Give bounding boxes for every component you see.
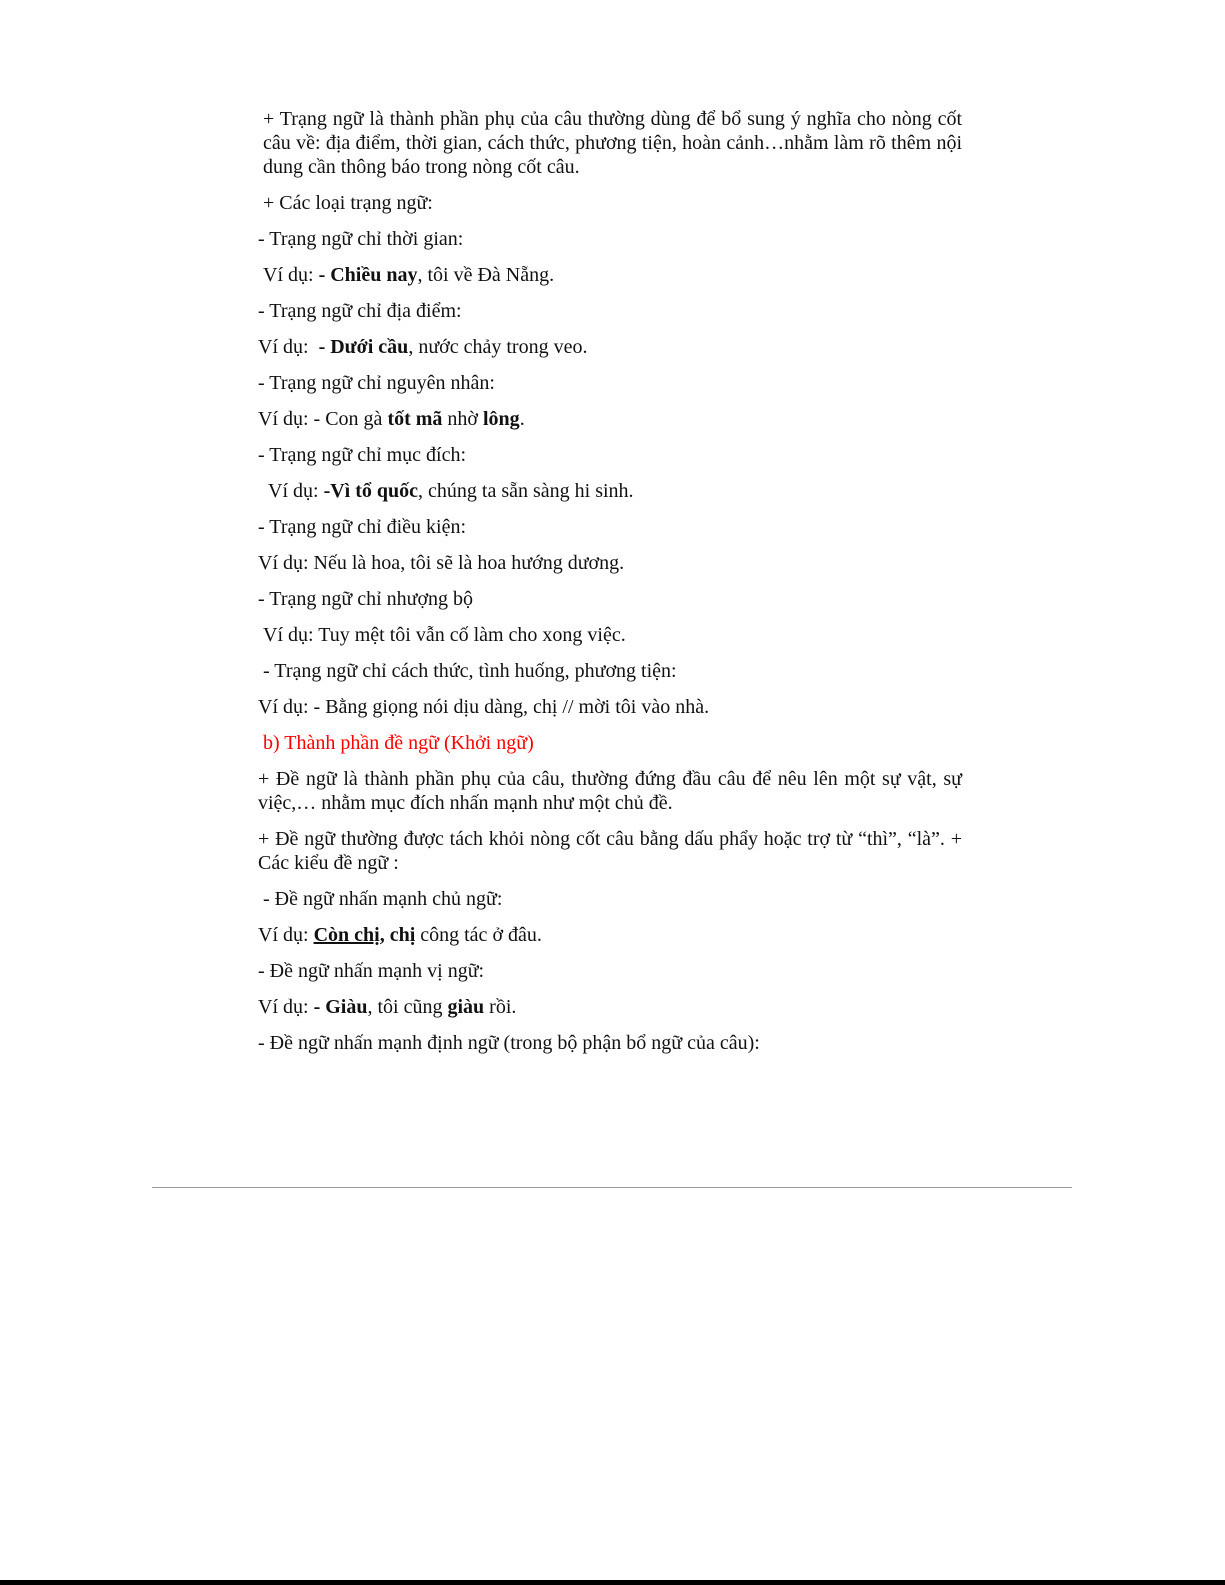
condition-adverbial-heading: - Trạng ngữ chỉ điều kiện: [258,516,467,538]
topic-attributive-heading: - Đề ngữ nhấn mạnh định ngữ (trong bộ phận bổ ngữ của câu): [258,1032,760,1054]
section-b-title: b) Thành phần đề ngữ (Khởi ngữ) [263,732,534,754]
topic-subject-example: Ví dụ: Còn chị, chị công tác ở đâu. [258,924,542,946]
purpose-adverbial-example: Ví dụ: -Vì tổ quốc, chúng ta sẵn sàng hi sinh. [268,480,634,502]
time-adverbial-example: Ví dụ: - Chiều nay, tôi về Đà Nẵng. [263,264,555,286]
topic-predicate-heading: - Đề ngữ nhấn mạnh vị ngữ: [258,960,485,982]
cause-adverbial-example: Ví dụ: - Con gà tốt mã nhờ lông. [258,408,525,430]
condition-adverbial-example: Ví dụ: Nếu là hoa, tôi sẽ là hoa hướng dương. [258,552,625,574]
concession-adverbial-heading: - Trạng ngữ chỉ nhượng bộ [258,588,474,610]
place-adverbial-heading: - Trạng ngữ chỉ địa điểm: [258,300,462,322]
document-page [258,107,962,1067]
time-adverbial-heading: - Trạng ngữ chỉ thời gian: [258,228,464,250]
topic-separation-note: + Đề ngữ thường được tách khỏi nòng cốt câu bằng dấu phẩy hoặc trợ từ “thì”, “là”. + Các kiểu đề ngữ : [258,828,962,874]
cause-adverbial-heading: - Trạng ngữ chỉ nguyên nhân: [258,372,495,394]
place-adverbial-example: Ví dụ: - Dưới cầu, nước chảy trong veo. [258,336,588,358]
adverbial-types-heading: + Các loại trạng ngữ: [263,192,433,214]
adverbial-definition: + Trạng ngữ là thành phần phụ của câu thường dùng để bổ sung ý nghĩa cho nòng cốt câu về: địa điểm, thời gian, cách thức, phương tiện, hoàn cảnh…nhằm làm rõ thêm nội dung cần thông báo trong nòng cốt câu. [263,108,962,178]
concession-adverbial-example: Ví dụ: Tuy mệt tôi vẫn cố làm cho xong việc. [263,624,626,646]
topic-subject-heading: - Đề ngữ nhấn mạnh chủ ngữ: [263,888,503,910]
page-divider [152,1187,1072,1188]
bottom-edge-bar [0,1580,1225,1585]
topic-definition: + Đề ngữ là thành phần phụ của câu, thường đứng đầu câu để nêu lên một sự vật, sự việc,… nhằm mục đích nhấn mạnh như một chủ đề. [258,768,962,814]
manner-adverbial-example: Ví dụ: - Bằng giọng nói dịu dàng, chị // mời tôi vào nhà. [258,696,710,718]
manner-adverbial-heading: - Trạng ngữ chỉ cách thức, tình huống, phương tiện: [263,660,677,682]
topic-predicate-example: Ví dụ: - Giàu, tôi cũng giàu rồi. [258,996,517,1018]
purpose-adverbial-heading: - Trạng ngữ chỉ mục đích: [258,444,467,466]
